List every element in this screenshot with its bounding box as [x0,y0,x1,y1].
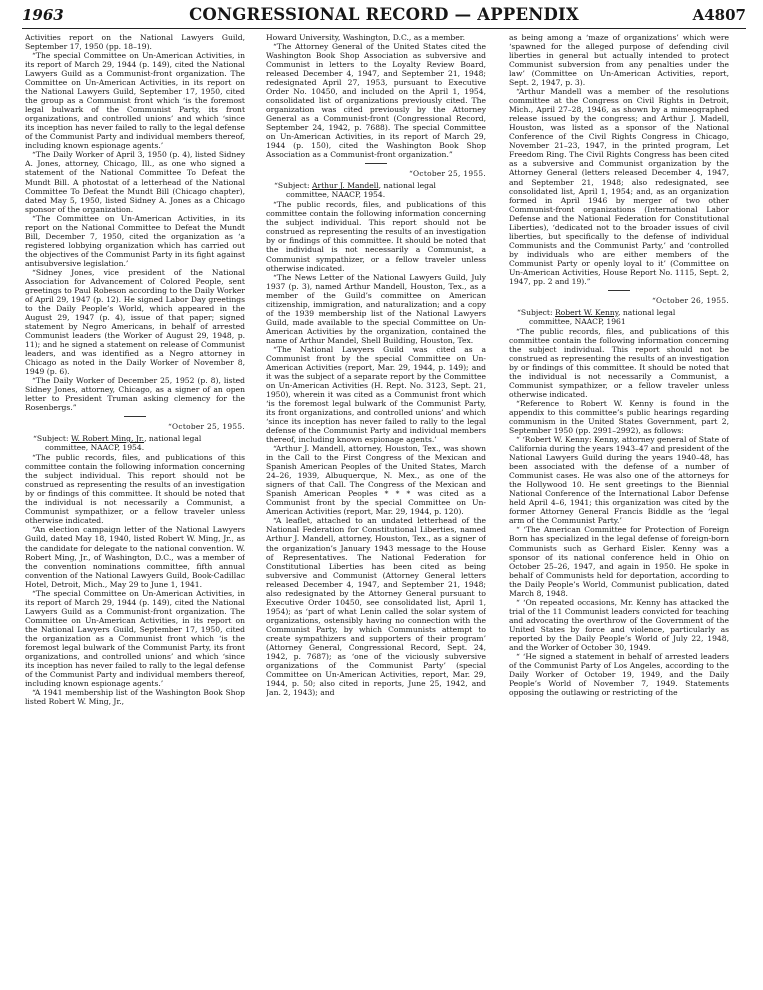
subject-name: Arthur J. Mandell [311,181,379,191]
memo-date: “October 26, 1955. [651,295,729,305]
body-paragraph: “A 1941 membership list of the Washington Book Shop listed Robert W. Ming, Jr., [25,688,245,707]
section-divider [124,416,146,417]
text-column-3 [509,33,729,985]
body-paragraph: “Sidney Jones, vice president of the National Association for Advancement of Colored People, sent greetings to Paul Robeson according to the Daily Worker of April 29, 1947 (p. 12). He signed Labor Day greetings to the Daily People’s World, which appeared in the August 29, 1947 (p. 4), issue of that paper; signed statement by Negro Americans, in behalf of arrested Communist leaders (the Worker of August 29, 1948, p. 11); and he signed a statement on release of Communist leaders, and was identified as a Negro attorney in Chicago as noted in the Daily Worker of November 8, 1949 (p. 6). [25,267,245,377]
body-paragraph: “The special Committee on Un-American Activities, in its report of March 29, 1944 (p. 149), cited the National Lawyers Guild as a Communist-front organization. The Committee on Un-American Activities, in its report on the National Lawyers Guild, September 17, 1950, cited the group as a Communist front which ‘is the foremost legal bulwark of the Communist Party, its front organizations, and controlled unions’ and which ‘since its inception has never failed to rally to the legal defense of the Communist Party and individual members thereof, including known espionage agents.’ [25,51,245,151]
header-year: 1963 [22,6,64,24]
body-paragraph: “A leaflet, attached to an undated letterhead of the National Federation for Constitutional Liberties, named Arthur J. Mandell, attorney, Houston, Tex., as a signer of the organization’s January 1943 message to the House of Representatives. The National Federation for Constitutional Liberties has been cited as being subversive and Communist (Attorney General letters released December 4, 1947, and September 21, 1948; also redesignated by the Attorney General pursuant to Executive Order 10450, see consolidated list, April 1, 1954); as ‘part of what Lenin called the solar system of organizations, ostensibly having no connection with the Communist Party, by which Communists attempt to create sympathizers and supporters of their program’ (Attorney General, Congressional Record, Sept. 24, 1942, p. 7687); as ‘one of the viciously subversive organizations of the Communist Party’ (special Committee on Un-American Activities, report, Mar. 29, 1944, p. 50; also cited in reports, June 25, 1942, and Jan. 2, 1943); and [266,516,486,697]
memo-subject [509,308,729,326]
continued-paragraph: Howard University, Washington, D.C., as a member. [266,33,465,42]
body-paragraph: “Arthur J. Mandell, attorney, Houston, Tex., was shown in the Call to the First Congress of the Mexican and Spanish American Peoples of the United States, March 24–26, 1939, Albuquerque, N. Mex., as one of the signers of that Call. The Congress of the Mexican and Spanish American Peoples * * * was cited as a Communist front by the special Committee on Un-American Activities (report, Mar. 29, 1944, p. 120). [266,444,486,517]
subject-rest: , national legal [144,434,202,444]
body-paragraph: “The Daily Worker of December 25, 1952 (p. 8), listed Sidney Jones, attorney, Chicago, as a signer of an open letter to President Truman asking clemency for the Rosenbergs.” [25,376,245,413]
section-divider [365,163,387,164]
continued-paragraph: as being among a ‘maze of organizations’ which were ‘spawned for the alleged purpose of defending civil liberties in general but actually intended to protect Communist subversion from any penalties under the law’ (Committee on Un-American Activities, report, Sept. 2, 1947, p. 3). [509,33,729,88]
header-page-number: A4807 [692,6,746,24]
body-paragraph: “The Committee on Un-American Activities, in its report on the National Committee to Defeat the Mundt Bill, December 7, 1950, cited the organization as ‘a registered lobbying organization which has carried out the objectives of the Communist Party in its fight against antisubversive legislation.’ [25,213,245,268]
subject-line-2: committee, NAACP, 1954. [45,443,145,453]
memo-subject [266,181,486,199]
subject-rest: , national legal [378,181,436,191]
text-column-2 [266,33,486,985]
memo-date: “October 25, 1955. [408,169,486,179]
body-paragraph: “The Attorney General of the United States cited the Washington Book Shop Association as subversive and Communist in letters to the Loyalty Review Board, released December 4, 1947, and September 21, 1948; redesignated April 27, 1953, pursuant to Executive Order No. 10450, and included on the April 1, 1954, consolidated list of organizations previously cited. The organization was cited previously by the Attorney General as a Communist-front (Congressional Record, September 24, 1942, p. 7688). The special Committee on Un-American Activities, in its report of March 29, 1944 (p. 150), cited the Washington Book Shop Association as a Communist-front organization.” [266,42,486,160]
subject-name: Robert W. Kenny [554,307,619,317]
body-paragraph: “The News Letter of the National Lawyers Guild, July 1937 (p. 3), named Arthur Mandell, Houston, Tex., as a member of the Guild’s committee on American citizenship, immigration, and naturalization; and a copy of the 1939 membership list of the National Lawyers Guild, made available to the special Committee on Un-American Activities by the organization, contained the name of Arthur Mandel, Shell Building, Houston, Tex. [266,272,486,345]
body-paragraph: “The National Lawyers Guild was cited as a Communist front by the special Committee on Un-American Activities (report, Mar. 29, 1944, p. 149); and it was the subject of a separate report by the Committee on Un-American Activities (H. Rept. No. 3123, Sept. 21, 1950), wherein it was cited as a Communist front which ‘is the foremost legal bulwark of the Communist Party, its front organizations, and controlled unions’ and which ‘since its inception has never failed to rally to the legal defense of the Communist Party and individual members thereof, including known espionage agents.’ [266,344,486,445]
memo-date: “October 25, 1955. [167,422,245,432]
body-paragraph: “The Daily Worker of April 3, 1950 (p. 4), listed Sidney A. Jones, attorney, Chicago, Ill., as one who signed a statement of the National Committee To Defeat the Mundt Bill. A photostat of a letterhead of the National Committee To Defeat the Mundt Bill (Chicago chapter), dated May 5, 1950, listed Sidney A. Jones as a Chicago sponsor of the organization. [25,150,245,214]
body-paragraph: “The special Committee on Un-American Activities, in its report of March 29, 1944 (p. 149), cited the National Lawyers Guild as a Communist-front organization. The Committee on Un-American Activities, in its report on the National Lawyers Guild, September 17, 1950, cited the organization as a Communist front which ‘is the foremost legal bulwark of the Communist Party, its front organizations, and controlled unions’ and which ‘since its inception has never failed to rally to the legal defense of the Communist Party and individual members thereof, including known espionage agents.’ [25,588,245,688]
continued-paragraph: Activities report on the National Lawyers Guild, September 17, 1950 (pp. 18–19). [25,33,245,52]
body-paragraph: “An election campaign letter of the National Lawyers Guild, dated May 18, 1940, listed Robert W. Ming, Jr., as the candidate for delegate to the national convention. W. Robert Ming, Jr., of Washington, D.C., was a member of the convention nominations committee, fifth annual convention of the National Lawyers Guild, Book-Cadillac Hotel, Detroit, Mich., May 29 to June 1, 1941. [25,525,245,589]
section-divider [608,290,630,291]
page-header [22,6,746,29]
subject-line-2: committee, NAACP, 1961 [529,316,626,326]
memo-subject [25,434,245,452]
body-paragraph: “ ‘On repeated occasions, Mr. Kenny has attacked the trial of the 11 Communist leaders convicted for teaching and advocating the overthrow of the Government of the United States by force and violence, particularly as reported by the Daily People’s World of July 22, 1948, and the Worker of October 30, 1949. [509,597,729,652]
body-paragraph: “Arthur Mandell was a member of the resolutions committee at the Congress on Civil Rights in Detroit, Mich., April 27–28, 1946, as shown by a mimeographed release issued by the congress; and Arthur J. Madell, Houston, was listed as a sponsor of the National Conference of the Civil Rights Congress in Chicago, November 21–23, 1947, in the printed program, Let Freedom Ring. The Civil Rights Congress has been cited as a subversive and Communist organization by the Attorney General (letters released December 4, 1947, and September 21, 1948; also redesignated, see consolidated list, April 1, 1954; and, as an organization formed in April 1946 by merger of two other Communist-front organizations (International Labor Defense and the National Federation for Constitutional Liberties), ‘dedicated not to the broader issues of civil liberties, but specifically to the defense of individual Communists and the Communist Party,’ and ‘controlled by individuals who are either members of the Communist Party or openly loyal to it’ (Committee on Un-American Activities, House Report No. 1115, Sept. 2, 1947, pp. 2 and 19).” [509,87,729,286]
body-paragraph: “The public records, files, and publications of this committee contain the following information concerning the subject individual. This report should not be construed as representing the results of an investigation by or findings of this committee. It should be noted that the individual is not necessarily a Communist, a Communist sympathizer, or a fellow traveler unless otherwise indicated. [509,326,729,399]
header-title: CONGRESSIONAL RECORD — APPENDIX [189,5,579,24]
body-paragraph: “ ‘The American Committee for Protection of Foreign Born has specialized in the legal defense of foreign-born Communists such as Gerhard Eisler. Kenny was a sponsor of its national conference held in Ohio on October 25–26, 1947, and again in 1950. He spoke in behalf of Communists held for deportation, according to the Daily People’s World, Communist publication, dated March 8, 1948. [509,525,729,598]
subject-name: W. Robert Ming, Jr. [70,434,145,444]
subject-prefix: “Subject: [274,181,312,191]
subject-prefix: “Subject: [517,307,555,317]
subject-prefix: “Subject: [33,434,71,444]
body-paragraph: “Reference to Robert W. Kenny is found in the appendix to this committee’s public hearings regarding communism in the United States Government, part 2, September 1950 (pp. 2991–2992), as follows: [509,399,729,436]
body-paragraph: “The public records, files, and publications of this committee contain the following information concerning the subject individual. This report should not be construed as representing the results of an investigation by or findings of this committee. It should be noted that the individual is not necessarily a Communist, a Communist sympathizer, or a fellow traveler unless otherwise indicated. [266,200,486,273]
body-paragraph: “ ‘Robert W. Kenny: Kenny, attorney general of State of California during the years 1943–47 and president of the National Lawyers Guild during the years 1940–48, has been associated with the defense of a number of Communist cases. He was also one of the attorneys for the Hollywood 10. He sent greetings to the Biennial National Conference of the International Labor Defense held April 4–6, 1941; this organization was cited by the former Attorney General Francis Biddle as the ‘legal arm of the Communist Party.’ [509,435,729,526]
subject-line-2: committee, NAACP, 1954. [286,190,386,200]
body-paragraph: “The public records, files, and publications of this committee contain the following information concerning the subject individual. This report should not be construed as representing the results of an investigation by or findings of this committee. It should be noted that the individual is not necessarily a Communist, a Communist sympathizer, or a fellow traveler unless otherwise indicated. [25,453,245,526]
text-column-1 [25,33,245,985]
body-paragraph: “ ‘He signed a statement in behalf of arrested leaders of the Communist Party of Los Angeles, according to the Daily Worker of October 19, 1949, and the Daily People’s World of November 7, 1949. Statements opposing the outlawing or restricting of the [509,651,729,697]
subject-rest: , national legal [618,307,676,317]
